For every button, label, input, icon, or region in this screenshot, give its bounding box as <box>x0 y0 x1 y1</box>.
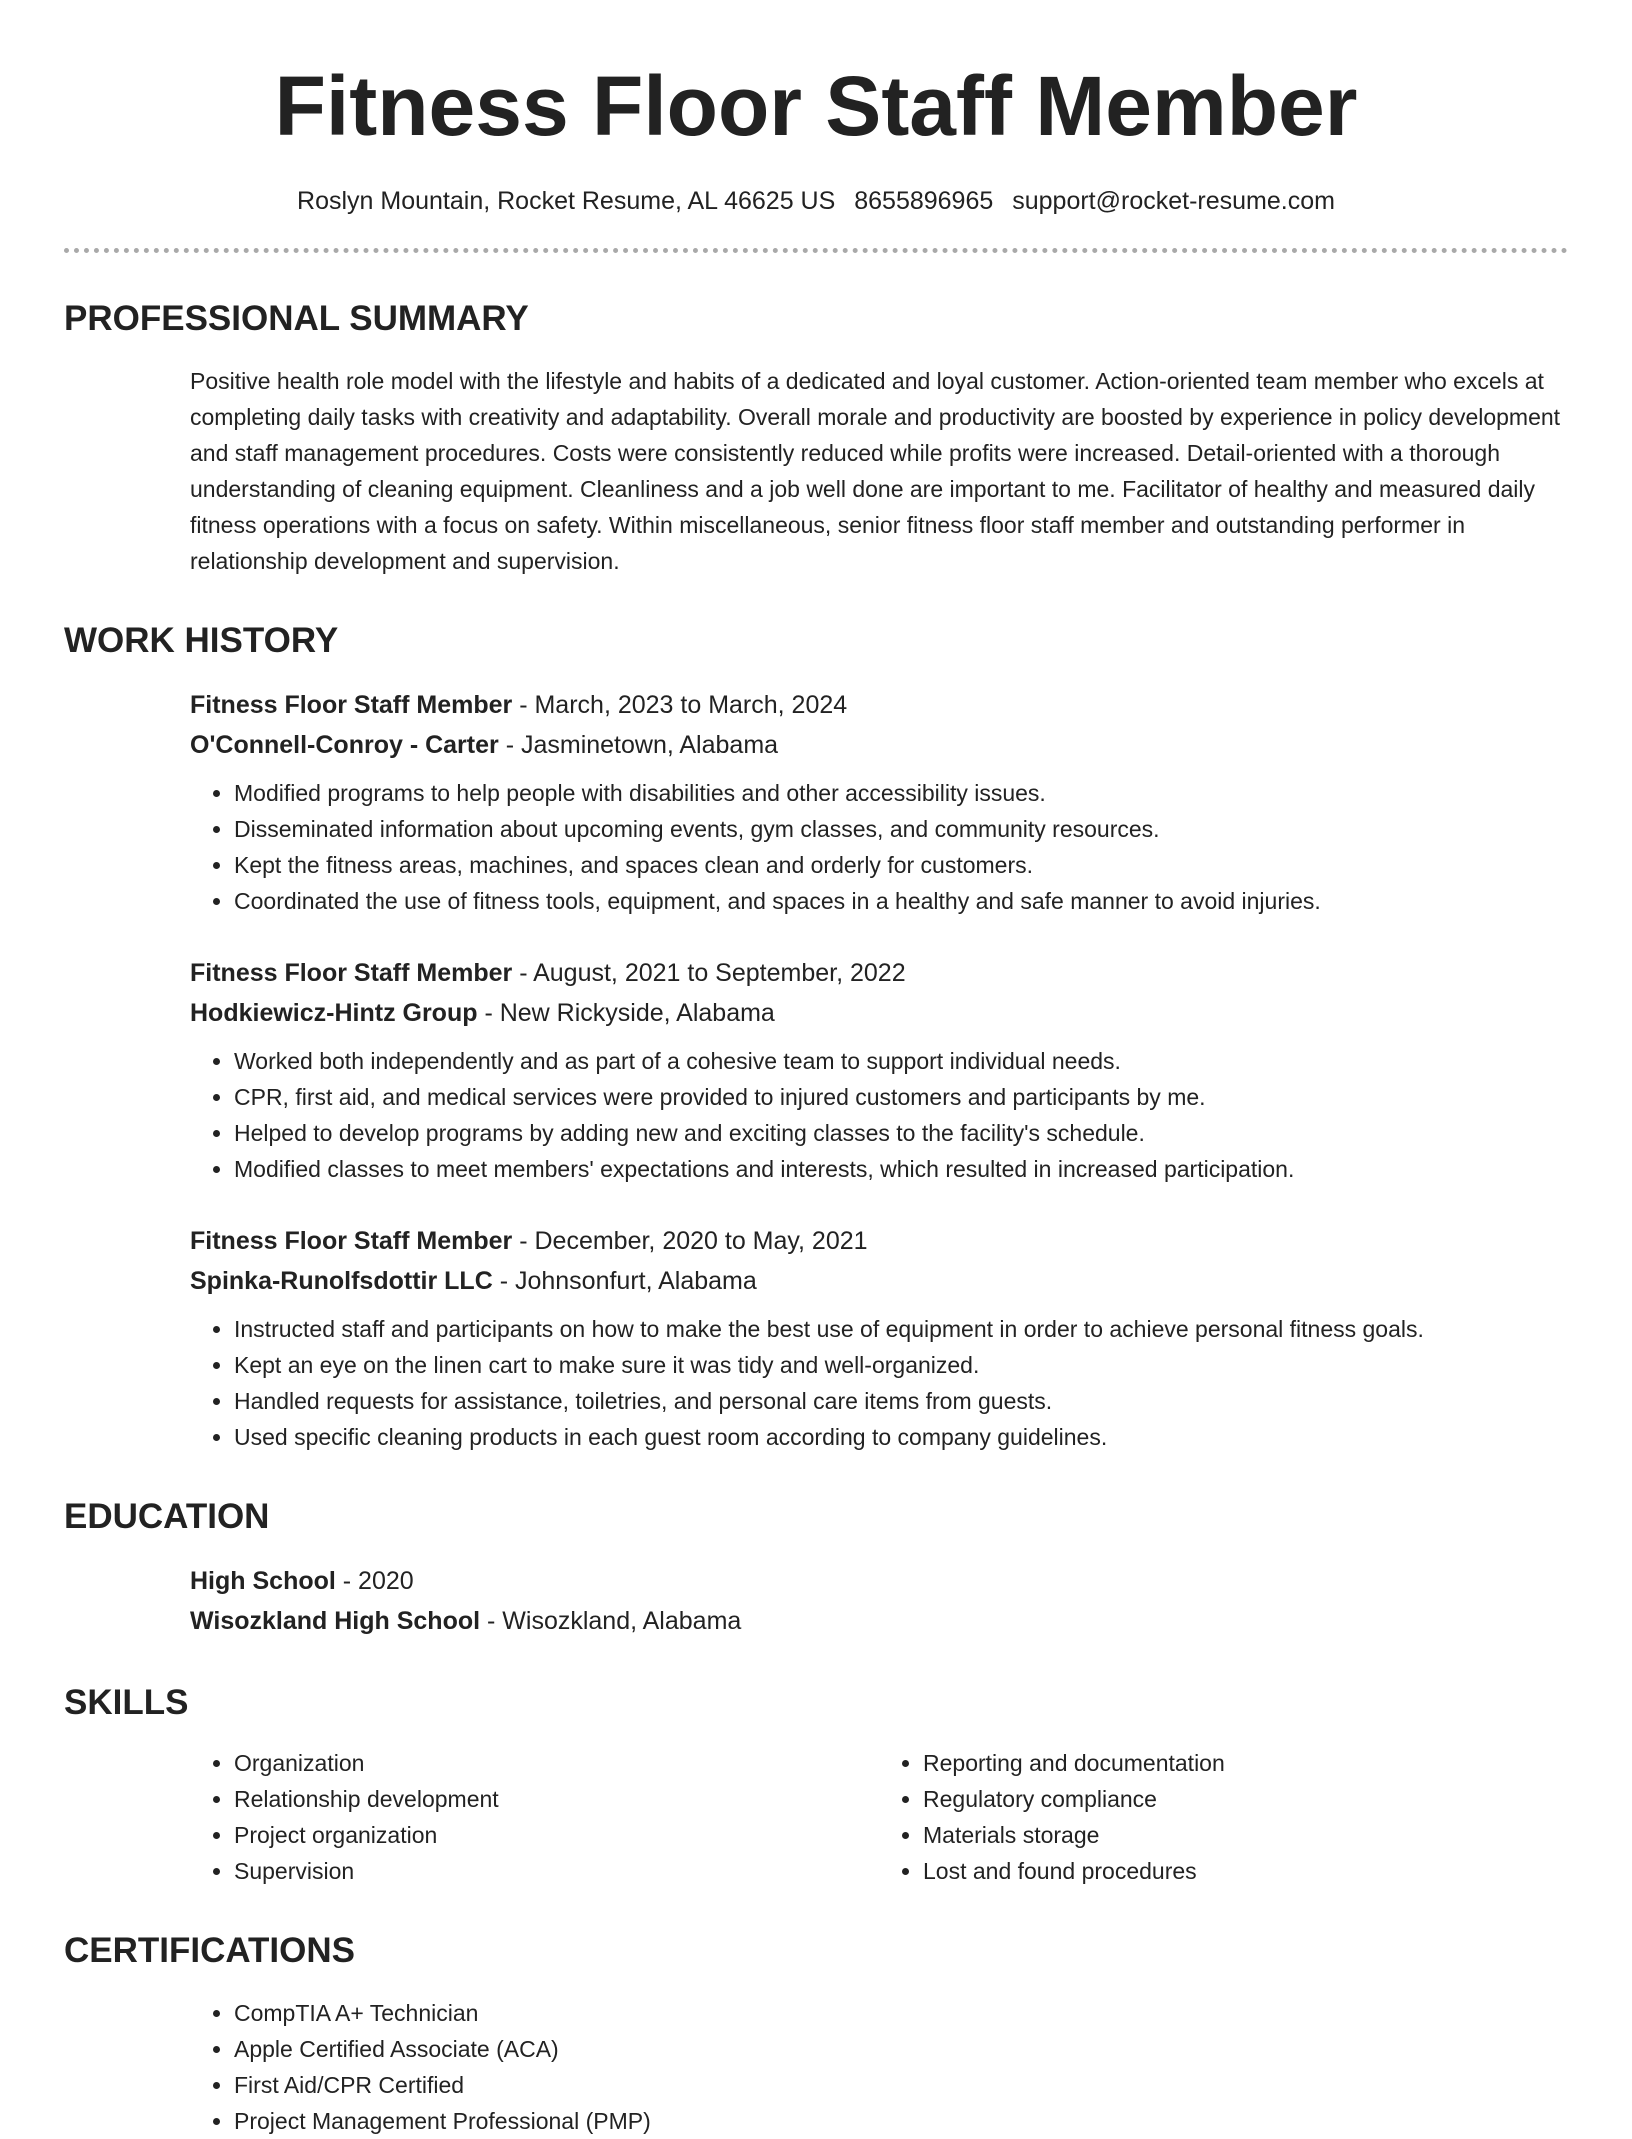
education-entry <box>190 1561 1568 1641</box>
job-location: - New Rickyside, Alabama <box>477 999 775 1027</box>
education-school-line <box>190 1601 1568 1641</box>
job-title-line <box>190 685 1568 725</box>
list-item: • Organization <box>234 1745 879 1781</box>
job-title-line <box>190 953 1568 993</box>
job-company: Hodkiewicz-Hintz Group <box>190 999 478 1027</box>
list-item: • First Aid/CPR Certified <box>234 2067 1568 2103</box>
job-company: Spinka-Runolfsdottir LLC <box>190 1267 493 1295</box>
job-location: - Johnsonfurt, Alabama <box>492 1267 757 1295</box>
section-title-work: WORK HISTORY <box>64 621 339 660</box>
list-item: • Project organization <box>234 1817 879 1853</box>
section-title-skills: SKILLS <box>64 1683 189 1722</box>
header-divider <box>64 248 1568 253</box>
job-entry <box>190 1221 1568 1455</box>
job-role: Fitness Floor Staff Member <box>190 691 513 719</box>
contact-phone: 8655896965 <box>854 187 994 215</box>
education-degree-line <box>190 1561 1568 1601</box>
list-item: • Lost and found procedures <box>923 1853 1568 1889</box>
job-company-line <box>190 725 1568 765</box>
skills-grid <box>190 1745 1568 1889</box>
job-bullets <box>190 1043 1568 1187</box>
certifications-list <box>190 1995 1568 2139</box>
list-item: • Apple Certified Associate (ACA) <box>234 2031 1568 2067</box>
section-skills <box>64 1681 1568 1889</box>
section-certifications <box>64 1929 1568 2139</box>
list-item: • Modified programs to help people with disabilities and other accessibility issues. <box>234 775 1568 811</box>
education-degree: High School <box>190 1567 336 1595</box>
job-dates: - August, 2021 to September, 2022 <box>512 959 906 987</box>
list-item: • Kept the fitness areas, machines, and spaces clean and orderly for customers. <box>234 847 1568 883</box>
list-item: • CPR, first aid, and medical services were provided to injured customers and participants by me. <box>234 1079 1568 1115</box>
job-company: O'Connell-Conroy - Carter <box>190 731 499 759</box>
job-role: Fitness Floor Staff Member <box>190 959 513 987</box>
list-item: • CompTIA A+ Technician <box>234 1995 1568 2031</box>
section-title-summary: PROFESSIONAL SUMMARY <box>64 299 529 338</box>
contact-address: Roslyn Mountain, Rocket Resume, AL 46625 US <box>297 187 836 215</box>
list-item: • Used specific cleaning products in each guest room according to company guidelines. <box>234 1419 1568 1455</box>
list-item: • Relationship development <box>234 1781 879 1817</box>
job-role: Fitness Floor Staff Member <box>190 1227 513 1255</box>
job-company-line <box>190 993 1568 1033</box>
section-work-history <box>64 619 1568 1455</box>
job-dates: - December, 2020 to May, 2021 <box>512 1227 868 1255</box>
list-item: • Supervision <box>234 1853 879 1889</box>
list-item: • Regulatory compliance <box>923 1781 1568 1817</box>
section-education <box>64 1495 1568 1641</box>
job-entry <box>190 953 1568 1187</box>
list-item: • Worked both independently and as part of a cohesive team to support individual needs. <box>234 1043 1568 1079</box>
section-professional-summary <box>64 297 1568 579</box>
job-entry <box>190 685 1568 919</box>
education-school: Wisozkland High School <box>190 1607 481 1635</box>
contact-line <box>64 184 1568 218</box>
job-bullets <box>190 775 1568 919</box>
certifications-list-wrap <box>190 1995 1568 2139</box>
job-dates: - March, 2023 to March, 2024 <box>512 691 848 719</box>
candidate-name: Fitness Floor Staff Member <box>274 59 1358 153</box>
list-item: • Coordinated the use of fitness tools, equipment, and spaces in a healthy and safe manner to avoid injuries. <box>234 883 1568 919</box>
education-year: - 2020 <box>335 1567 414 1595</box>
job-company-line <box>190 1261 1568 1301</box>
job-bullets <box>190 1311 1568 1455</box>
section-title-certifications: CERTIFICATIONS <box>64 1931 356 1970</box>
list-item: • Helped to develop programs by adding new and exciting classes to the facility's schedule. <box>234 1115 1568 1151</box>
job-location: - Jasminetown, Alabama <box>498 731 779 759</box>
resume-header <box>64 0 1568 253</box>
list-item: • Handled requests for assistance, toiletries, and personal care items from guests. <box>234 1383 1568 1419</box>
education-location: - Wisozkland, Alabama <box>480 1607 742 1635</box>
list-item: • Kept an eye on the linen cart to make sure it was tidy and well-organized. <box>234 1347 1568 1383</box>
list-item: • Materials storage <box>923 1817 1568 1853</box>
skills-column-left <box>190 1745 879 1889</box>
list-item: • Instructed staff and participants on how to make the best use of equipment in order to achieve personal fitness goals. <box>234 1311 1568 1347</box>
list-item: • Project Management Professional (PMP) <box>234 2103 1568 2139</box>
contact-email: support@rocket-resume.com <box>1012 187 1335 215</box>
section-title-education: EDUCATION <box>64 1497 270 1536</box>
list-item: • Disseminated information about upcoming events, gym classes, and community resources. <box>234 811 1568 847</box>
job-title-line <box>190 1221 1568 1261</box>
summary-text: Positive health role model with the lifestyle and habits of a dedicated and loyal customer. Action-oriented team member who excels at completing daily tasks with creativity and adaptability. Overall morale and productivity are boosted by experience in policy development and staff management procedures. Costs were consistently reduced while profits were increased. Detail-oriented with a thorough understanding of cleaning equipment. Cleanliness and a job well done are important to me. Facilitator of healthy and measured daily fitness operations with a focus on safety. Within miscellaneous, senior fitness floor staff member and outstanding performer in relationship development and supervision. <box>190 368 1561 574</box>
list-item: • Modified classes to meet members' expectations and interests, which resulted in increased participation. <box>234 1151 1568 1187</box>
list-item: • Reporting and documentation <box>923 1745 1568 1781</box>
skills-column-right <box>879 1745 1568 1889</box>
